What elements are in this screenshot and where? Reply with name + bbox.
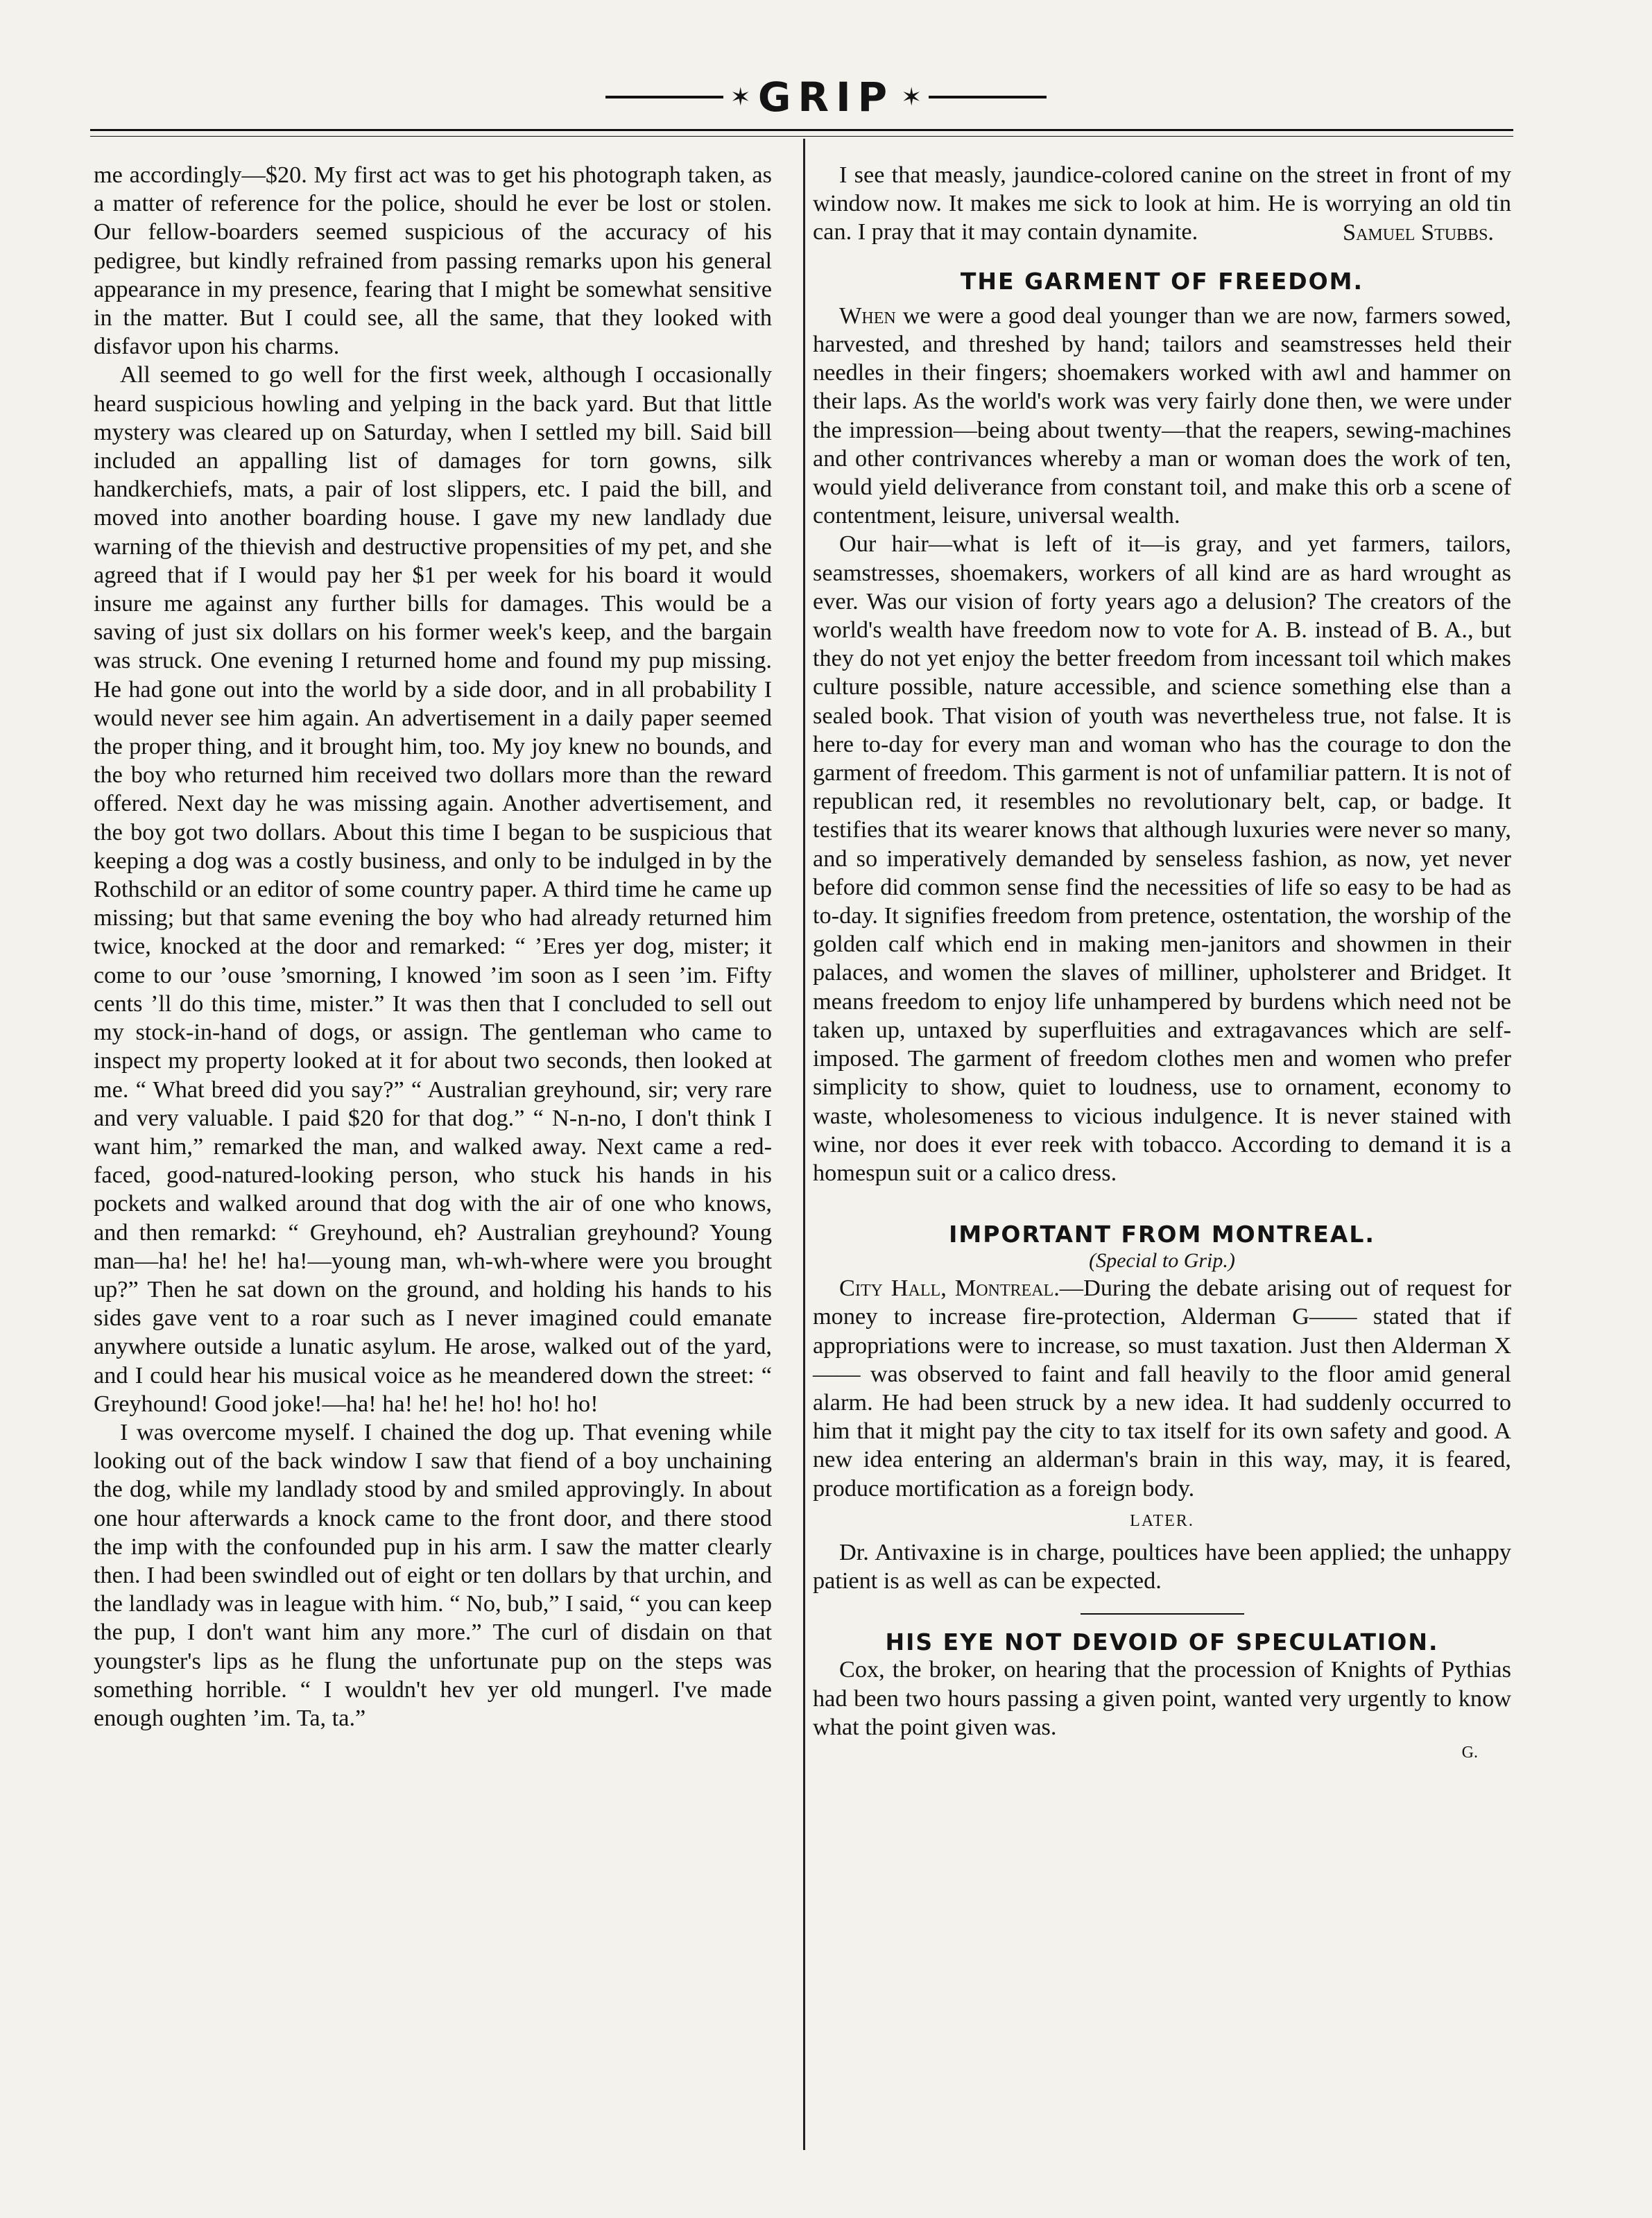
star-ornament-icon: ✶ — [901, 83, 922, 111]
header-rule-thin — [90, 136, 1513, 137]
left-column — [94, 161, 772, 1733]
header-rule-thick — [90, 129, 1513, 131]
author-signature: Samuel Stubbs. — [1343, 218, 1494, 246]
story-paragraph-1: me accordingly—$20. My first act was to get his photograph taken, as a matter of reference for the police, should he ever be lost or stolen. Our fellow-boarders seemed suspicious of the accuracy of his pedigree, but kindly refrained from passing remarks upon his general appearance in my presence, fearing that I might be somewhat sensitive in the matter. But I could see, all the same, that they looked with disfavor upon his charms. — [94, 162, 772, 360]
speculation-initial: G. — [1461, 1743, 1478, 1762]
later-label: LATER. — [1130, 1511, 1194, 1530]
story-paragraph-2: All seemed to go well for the first week, although I occasionally heard suspicious howling and yelping in the back yard. But that little mystery was cleared up on Saturday, when I settled my bill. Said bill included an appalling list of damages for torn gowns, silk handkerchiefs, mats, a pair of lost slippers, etc. I paid the bill, and moved into another boarding house. I gave my new landlady due warning of the thievish and destructive propensities of my pet, and she agreed that if I would pay her $1 per week for his board it would insure me against any further bills for damages. This would be a saving of just six dollars on his former week's keep, and the bargain was struck. One evening I returned home and found my pup missing. He had gone out into the world by a side door, and in all probability I would never see him again. An advertisement in a daily paper seemed the proper thing, and it brought him, too. My joy knew no bounds, and the boy who returned him received two dollars more than the reward offered. Next day he was missing again. Another advertisement, and the boy got two dollars. About this time I began to be suspicious that keeping a dog was a costly business, and only to be indulged in by the Rothschild or an editor of some country paper. A third time he came up missing; but that same evening the boy who had already returned him twice, knocked at the door and remarked: “ ’Eres yer dog, mister; it come to our ’ouse ’smorning, I knowed ’im soon as I seen ’im. Fifty cents ’ll do this time, mister.” It was then that I concluded to sell out my stock-in-hand of dogs, or assign. The gentleman who came to inspect my property looked at it for about two seconds, then looked at me. “ What breed did you say?” “ Australian greyhound, sir; very rare and very valuable. I paid $20 for that dog.” “ N-n-no, I don't think I want him,” remarked the man, and walked away. Next came a red-faced, good-natured-looking person, who stuck his hands in his pockets and walked around that dog with the air of one who knows, and then remarkd: “ Greyhound, eh? Australian greyhound? Young man—ha! he! he! ha!—young man, wh-wh-where were you brought up?” Then he sat down on the ground, and holding his hands to his sides gave vent to a roar such as I never imagined could emanate anywhere outside a lunatic asylum. He arose, walked out of the yard, and I could hear his musical voice as he meandered down the street: “ Greyhound! Good joke!—ha! ha! he! he! ho! ho! ho! — [94, 361, 772, 1417]
montreal-heading: IMPORTANT FROM MONTREAL. — [949, 1221, 1375, 1248]
garment-paragraph-1-text: we were a good deal younger than we are now, farmers sowed, harvested, and threshed by hand; tailors and seamstresses held their needles in their fingers; shoemakers worked with awl and hammer on their laps. As the world's work was very fairly done then, we were under the impression—being about twenty—that the reapers, sewing-machines and other contrivances whereby a man or woman does the work of ten, would yield deliverance from constant toil, and make this orb a scene of contentment, leisure, universal wealth. — [813, 302, 1511, 529]
right-column — [813, 161, 1511, 1767]
garment-paragraph-1 — [813, 302, 1511, 531]
montreal-dateline: City Hall, Montreal. — [839, 1275, 1060, 1302]
intro-paragraph: I see that measly, jaundice-colored canine on the street in front of my window now. It makes me sick to look at him. He is worrying an old tin can. I pray that it may contain dynamite. — [813, 162, 1511, 246]
speculation-heading: HIS EYE NOT DEVOID OF SPECULATION. — [885, 1628, 1439, 1656]
masthead-rule-right — [929, 96, 1047, 98]
later-paragraph: Dr. Antivaxine is in charge, poultices have been applied; the unhappy patient is as well as can be expected. — [813, 1538, 1511, 1594]
garment-paragraph-2: Our hair—what is left of it—is gray, and yet farmers, tailors, seamstresses, shoemakers, workers of all kind are as hard wrought as ever. Was our vision of forty years ago a delusion? The creators of the world's wealth have freedom now to vote for A. B. instead of B. A., but they do not yet enjoy the better freedom from incessant toil which makes culture possible, nature accessible, and science something else than a sealed book. That vision of youth was nevertheless true, not false. It is here to-day for every man and woman who has the courage to don the garment of freedom. This garment is not of unfamiliar pattern. It is not of republican red, it resembles no revolutionary belt, cap, or badge. It testifies that its wearer knows that although luxuries were never so many, and so imperatively demanded by senseless fashion, as now, yet never before did common sense find the necessities of life so easy to be had as to-day. It signifies freedom from pretence, ostentation, the worship of the golden calf which end in making men-janitors and showmen in their palaces, and women the slaves of milliner, upholsterer and Bridget. It means freedom to enjoy life unhampered by burdens which need not be taken up, untaxed by superfluities and extragavances which are self-imposed. The garment of freedom clothes men and women who prefer simplicity to show, quiet to loudness, use to ornament, economy to waste, wholesomeness to vicious indulgence. It is never stained with wine, nor does it ever reek with tobacco. According to demand it is a homespun suit or a calico dress. — [813, 531, 1511, 1186]
masthead-title: GRIP — [757, 74, 895, 121]
montreal-paragraph — [813, 1274, 1511, 1503]
section-divider — [1081, 1613, 1244, 1615]
garment-lead-word: When — [839, 302, 896, 329]
montreal-subheading: (Special to Grip.) — [1089, 1249, 1235, 1273]
garment-heading: THE GARMENT OF FREEDOM. — [960, 267, 1364, 295]
speculation-paragraph: Cox, the broker, on hearing that the procession of Knights of Pythias had been two hours passing a given point, wanted very urgently to know what the point given was. — [813, 1656, 1511, 1740]
masthead-rule-left — [605, 96, 723, 98]
column-divider — [803, 139, 805, 2150]
masthead — [0, 69, 1652, 125]
story-paragraph-3: I was overcome myself. I chained the dog up. That evening while looking out of the back window I saw that fiend of a boy unchaining the dog, while my landlady stood by and smiled approvingly. In about one hour afterwards a knock came to the front door, and there stood the imp with the confounded pup in his arm. I saw the matter clearly then. I had been swindled out of eight or ten dollars by that urchin, and the landlady was in league with him. “ No, bub,” I said, “ you can keep the pup, I don't want him any more.” The curl of disdain on that youngster's lips as he flung the unfortunate pup on the steps was something horrible. “ I wouldn't hev yer old mungerl. I've made enough oughten ’im. Ta, ta.” — [94, 1418, 772, 1731]
star-ornament-icon: ✶ — [730, 83, 751, 111]
montreal-body: —During the debate arising out of request for money to increase fire-protection, Alderman G—— stated that if appropriations were to increase, so must taxation. Just then Alderman X—— was observed to faint and fall heavily to the floor amid general alarm. He had been struck by a new idea. It had suddenly occurred to him that it might pay the city to tax itself for its own safety and good. A new idea entering an alderman's brain in this way, may, it is feared, produce mortification as a foreign body. — [813, 1275, 1511, 1502]
